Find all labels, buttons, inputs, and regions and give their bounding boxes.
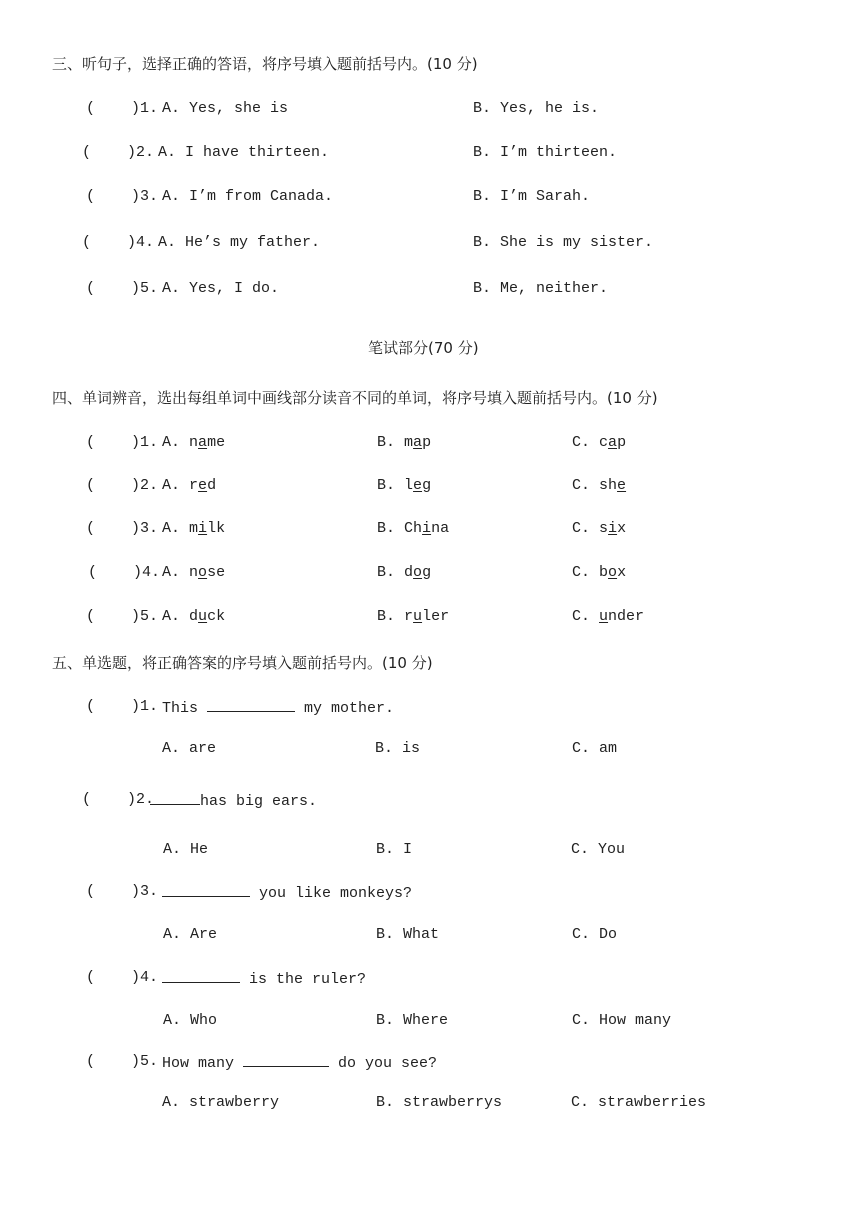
option-label: C. [572, 477, 591, 494]
option-label: A. [162, 477, 181, 494]
question-number: ( )1. [86, 698, 159, 715]
underlined-letter: u [198, 608, 208, 625]
question-stem [150, 790, 317, 812]
option-b: B. Where [376, 1012, 449, 1029]
word-part: se [207, 564, 226, 581]
option-a: A. He’s my father. [158, 234, 321, 251]
stem-text: This [162, 700, 199, 717]
option-c: C. am [572, 740, 618, 757]
question-number: ( )1. [86, 434, 159, 451]
option-a: A. Yes, she is [162, 100, 289, 117]
word-part: r [404, 608, 414, 625]
option-a: A. Who [163, 1012, 218, 1029]
option-c: C. Do [572, 926, 618, 943]
answer-blank [150, 790, 200, 805]
underlined-letter: u [599, 608, 609, 625]
option-b: B. Yes, he is. [473, 100, 600, 117]
option-b: B. strawberrys [376, 1094, 503, 1111]
option-label: A. [162, 564, 181, 581]
word-part: Ch [404, 520, 423, 537]
underlined-letter: a [198, 434, 208, 451]
word-part: n [189, 434, 199, 451]
word-part: d [404, 564, 414, 581]
word-part: d [207, 477, 217, 494]
option-b [377, 519, 449, 539]
question-number: ( )3. [86, 883, 159, 900]
word-part: b [599, 564, 609, 581]
option-c [572, 563, 626, 583]
question-number: ( )2. [82, 791, 155, 808]
stem-text: has big ears. [200, 793, 318, 810]
word-part: l [404, 477, 414, 494]
option-a: A. strawberry [162, 1094, 280, 1111]
option-a: A. I’m from Canada. [162, 188, 334, 205]
question-stem [162, 968, 366, 990]
underlined-letter: i [422, 520, 432, 537]
option-label: C. [572, 608, 591, 625]
word-part: ler [422, 608, 450, 625]
underlined-letter: a [413, 434, 423, 451]
question-number: ( )2. [86, 477, 159, 494]
underlined-letter: e [198, 477, 208, 494]
answer-blank [162, 882, 250, 897]
stem-text: my mother. [304, 700, 395, 717]
option-b: B. I [376, 841, 413, 858]
option-label: B. [377, 434, 396, 451]
option-b [377, 563, 431, 583]
option-a [162, 433, 225, 453]
underlined-letter: o [413, 564, 423, 581]
option-c [572, 607, 644, 627]
underlined-letter: i [608, 520, 618, 537]
word-part: m [404, 434, 414, 451]
written-part-title: 笔试部分(70 分) [368, 339, 479, 357]
stem-text: is the ruler? [249, 971, 367, 988]
option-label: B. [377, 608, 396, 625]
word-part: n [189, 564, 199, 581]
question-stem [162, 697, 394, 719]
stem-text: How many [162, 1055, 235, 1072]
word-part: ck [207, 608, 226, 625]
question-number: ( )2. [82, 144, 155, 161]
word-part: d [189, 608, 199, 625]
word-part: c [599, 434, 609, 451]
option-label: A. [162, 434, 181, 451]
underlined-letter: o [608, 564, 618, 581]
option-b [377, 476, 431, 496]
stem-text: you like monkeys? [259, 885, 413, 902]
option-c [572, 519, 626, 539]
underlined-letter: a [608, 434, 618, 451]
option-a [162, 563, 225, 583]
option-a: A. are [162, 740, 217, 757]
word-part: s [599, 520, 609, 537]
word-part: g [422, 564, 432, 581]
option-label: B. [377, 564, 396, 581]
question-number: ( )4. [88, 564, 161, 581]
word-part: p [617, 434, 627, 451]
section4-heading: 四、单词辨音，选出每组单词中画线部分读音不同的单词，将序号填入题前括号内。(10 分) [52, 389, 658, 407]
option-label: A. [162, 608, 181, 625]
option-b: B. is [375, 740, 421, 757]
option-c [572, 433, 626, 453]
option-c: C. strawberries [571, 1094, 707, 1111]
word-part: sh [599, 477, 618, 494]
underlined-letter: u [413, 608, 423, 625]
word-part: r [189, 477, 199, 494]
question-number: ( )1. [86, 100, 159, 117]
option-c [572, 476, 626, 496]
option-c: C. You [571, 841, 626, 858]
question-number: ( )5. [86, 608, 159, 625]
question-number: ( )3. [86, 188, 159, 205]
option-a: A. Are [163, 926, 218, 943]
word-part: nder [608, 608, 645, 625]
word-part: m [189, 520, 199, 537]
option-b: B. Me, neither. [473, 280, 609, 297]
option-label: B. [377, 520, 396, 537]
question-number: ( )5. [86, 1053, 159, 1070]
option-label: C. [572, 520, 591, 537]
question-number: ( )3. [86, 520, 159, 537]
option-b: B. She is my sister. [473, 234, 654, 251]
option-a [162, 607, 225, 627]
word-part: x [617, 564, 627, 581]
answer-blank [243, 1052, 329, 1067]
stem-text: do you see? [338, 1055, 438, 1072]
underlined-letter: i [198, 520, 208, 537]
option-b: B. What [376, 926, 440, 943]
word-part: me [207, 434, 226, 451]
option-b [377, 433, 431, 453]
question-number: ( )4. [86, 969, 159, 986]
word-part: na [431, 520, 450, 537]
underlined-letter: e [413, 477, 423, 494]
answer-blank [162, 968, 240, 983]
option-c: C. How many [572, 1012, 672, 1029]
option-b: B. I’m thirteen. [473, 144, 618, 161]
option-b: B. I’m Sarah. [473, 188, 591, 205]
word-part: x [617, 520, 627, 537]
word-part: g [422, 477, 432, 494]
option-label: A. [162, 520, 181, 537]
option-b [377, 607, 449, 627]
option-label: B. [377, 477, 396, 494]
option-a: A. Yes, I do. [162, 280, 280, 297]
underlined-letter: e [617, 477, 627, 494]
option-a [162, 519, 225, 539]
question-stem [162, 882, 412, 904]
question-stem [162, 1052, 437, 1074]
option-label: C. [572, 564, 591, 581]
word-part: p [422, 434, 432, 451]
section3-heading: 三、听句子，选择正确的答语，将序号填入题前括号内。(10 分) [52, 55, 478, 73]
answer-blank [207, 697, 295, 712]
section5-heading: 五、单选题，将正确答案的序号填入题前括号内。(10 分) [52, 654, 433, 672]
option-a: A. He [163, 841, 209, 858]
option-label: C. [572, 434, 591, 451]
question-number: ( )4. [82, 234, 155, 251]
option-a: A. I have thirteen. [158, 144, 330, 161]
question-number: ( )5. [86, 280, 159, 297]
option-a [162, 476, 216, 496]
underlined-letter: o [198, 564, 208, 581]
word-part: lk [207, 520, 226, 537]
